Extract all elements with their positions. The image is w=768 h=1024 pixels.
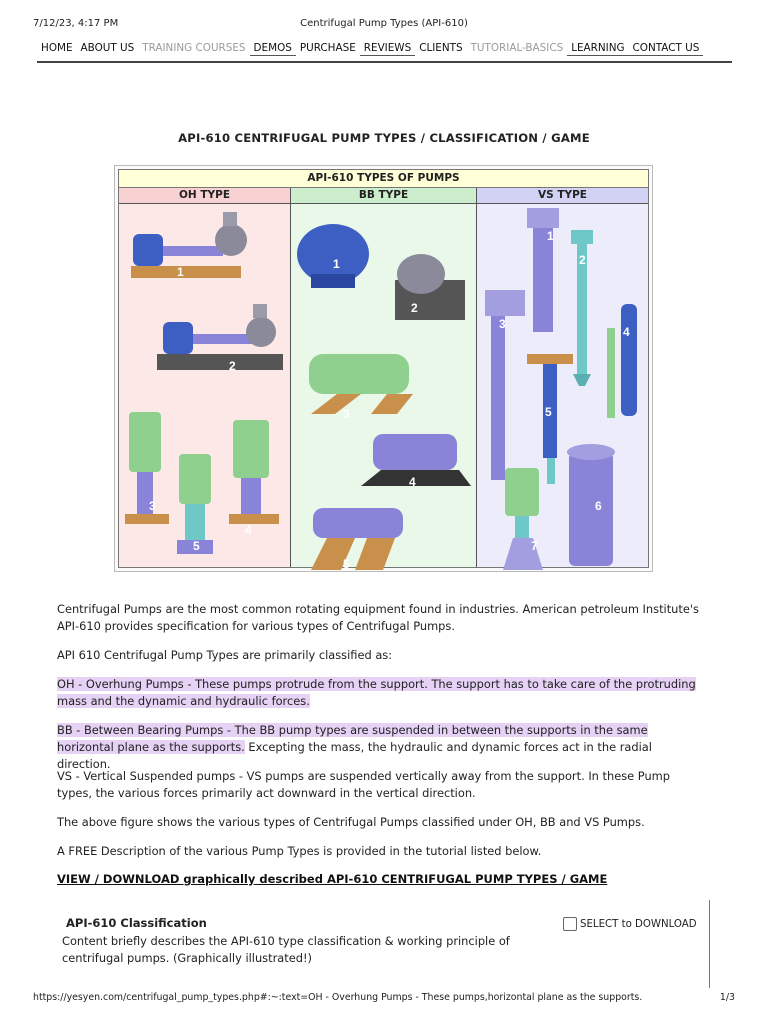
download-checkbox[interactable]: [563, 917, 577, 931]
oh-pump-1-icon: [131, 212, 247, 278]
paragraph-free: A FREE Description of the various Pump Types is provided in the tutorial listed below.: [57, 844, 542, 858]
nav-learning[interactable]: LEARNING: [567, 41, 628, 56]
figure-title: API-610 TYPES OF PUMPS: [119, 170, 648, 188]
column-bb-heading: BB TYPE: [291, 188, 476, 204]
paragraph-figure: The above figure shows the various types of Centrifugal Pumps classified under OH, BB and VS Pumps.: [57, 815, 645, 829]
bb-paragraph: [57, 722, 707, 773]
vs-label-1: 1: [547, 229, 554, 243]
print-datetime: 7/12/23, 4:17 PM: [33, 18, 119, 29]
oh-highlight: OH - Overhung Pumps - These pumps protrude from the support. The support has to take care of the protruding mass and the dynamic and hydraulic forces.: [57, 677, 696, 708]
nav-about-us[interactable]: ABOUT US: [80, 42, 135, 54]
nav-clients[interactable]: CLIENTS: [419, 42, 463, 54]
nav-contact-us[interactable]: CONTACT US: [629, 41, 704, 56]
bb-pump-3-icon: [309, 354, 413, 414]
bb-label-2: 2: [411, 301, 418, 315]
paragraph-oh: [57, 676, 707, 710]
print-page-title: Centrifugal Pump Types (API-610): [300, 18, 468, 29]
bb-pump-1-icon: [297, 224, 369, 288]
page-title: API-610 CENTRIFUGAL PUMP TYPES / CLASSIFICATION / GAME: [178, 131, 590, 145]
vs-pump-1-icon: [527, 208, 559, 332]
column-bb: [291, 188, 477, 571]
classification-paragraph: [57, 647, 707, 664]
bb-label-5: 5: [343, 557, 350, 571]
column-oh-heading: OH TYPE: [119, 188, 290, 204]
select-label: SELECT to DOWNLOAD: [580, 918, 697, 930]
bb-highlight: BB - Between Bearing Pumps - The BB pump types are suspended in between the supports in the same horizontal plane as the supports.: [57, 723, 648, 754]
paragraph-classified: API 610 Centrifugal Pump Types are primarily classified as:: [57, 648, 393, 662]
column-vs: [477, 188, 648, 567]
select-to-download[interactable]: [563, 917, 697, 931]
bb-label-4: 4: [409, 475, 416, 489]
nav-demos[interactable]: DEMOS: [250, 41, 296, 56]
vs-pump-4-icon: [607, 304, 637, 418]
oh-label-2: 2: [229, 359, 236, 373]
card-description: Content briefly describes the API-610 type classification & working principle of centrifugal pumps. (Graphically illustrated!): [62, 934, 510, 965]
bb-label-1: 1: [333, 257, 340, 271]
main-nav: [37, 41, 732, 63]
figure-frame: [118, 169, 649, 571]
free-description-paragraph: [57, 843, 707, 860]
print-page-number: 1/3: [719, 992, 735, 1003]
nav-purchase[interactable]: PURCHASE: [299, 42, 356, 54]
vs-label-2: 2: [579, 253, 586, 267]
paragraph-vs: VS - Vertical Suspended pumps - VS pumps are suspended vertically away from the support. In these Pump types, the various forces primarily act downward in the vertical direction.: [57, 769, 670, 800]
nav-home[interactable]: HOME: [41, 42, 73, 54]
vs-label-6: 6: [595, 499, 602, 513]
oh-label-3: 3: [149, 499, 156, 513]
bb-pump-4-icon: [361, 434, 471, 486]
oh-pumps-illustration: [119, 204, 290, 572]
oh-label-1: 1: [177, 265, 184, 279]
vs-pump-6-icon: [567, 444, 615, 566]
vs-label-3: 3: [499, 317, 506, 331]
bb-pump-2-icon: [395, 254, 465, 320]
paragraph-intro: Centrifugal Pumps are the most common rotating equipment found in industries. American petroleum Institute's API-610 provides specification for various types of Centrifugal Pumps.: [57, 602, 699, 633]
vs-pump-5-icon: [527, 354, 573, 484]
vs-pumps-illustration: [477, 204, 649, 572]
nav-tutorial-basics[interactable]: TUTORIAL-BASICS: [470, 42, 564, 54]
bb-pump-5-icon: [311, 508, 403, 570]
vs-paragraph: [57, 768, 707, 802]
pump-types-figure: [114, 165, 653, 572]
print-header: [33, 18, 735, 32]
oh-label-4: 4: [245, 523, 252, 537]
vs-label-4: 4: [623, 325, 630, 339]
column-vs-heading: VS TYPE: [477, 188, 648, 204]
vs-label-5: 5: [545, 405, 552, 419]
intro-paragraph: [57, 601, 707, 635]
vs-label-7: 7: [531, 539, 538, 553]
oh-pump-3-icon: [125, 412, 169, 524]
oh-pump-2-icon: [157, 304, 283, 370]
nav-training-courses[interactable]: TRAINING COURSES: [142, 42, 246, 54]
oh-paragraph: [57, 676, 707, 710]
nav-reviews[interactable]: REVIEWS: [360, 41, 415, 56]
column-oh: [119, 188, 291, 567]
bb-label-3: 3: [343, 407, 350, 421]
bb-rest: Excepting the mass, the hydraulic and dynamic forces act in the radial direction.: [57, 740, 652, 771]
card-title: API-610 Classification: [66, 916, 207, 930]
card-divider: [709, 900, 710, 988]
figure-caption-paragraph: [57, 814, 707, 831]
bb-pumps-illustration: [291, 204, 476, 572]
download-tutorial-link[interactable]: VIEW / DOWNLOAD graphically described API-610 CENTRIFUGAL PUMP TYPES / GAME: [57, 872, 608, 886]
print-url: https://yesyen.com/centrifugal_pump_types.php#:~:text=OH - Overhung Pumps - These pumps,horizontal plane as the supports.: [33, 992, 643, 1003]
oh-pump-4-icon: [229, 420, 279, 524]
vs-pump-7-icon: [503, 468, 543, 570]
paragraph-bb: [57, 722, 707, 773]
oh-label-5: 5: [193, 539, 200, 553]
